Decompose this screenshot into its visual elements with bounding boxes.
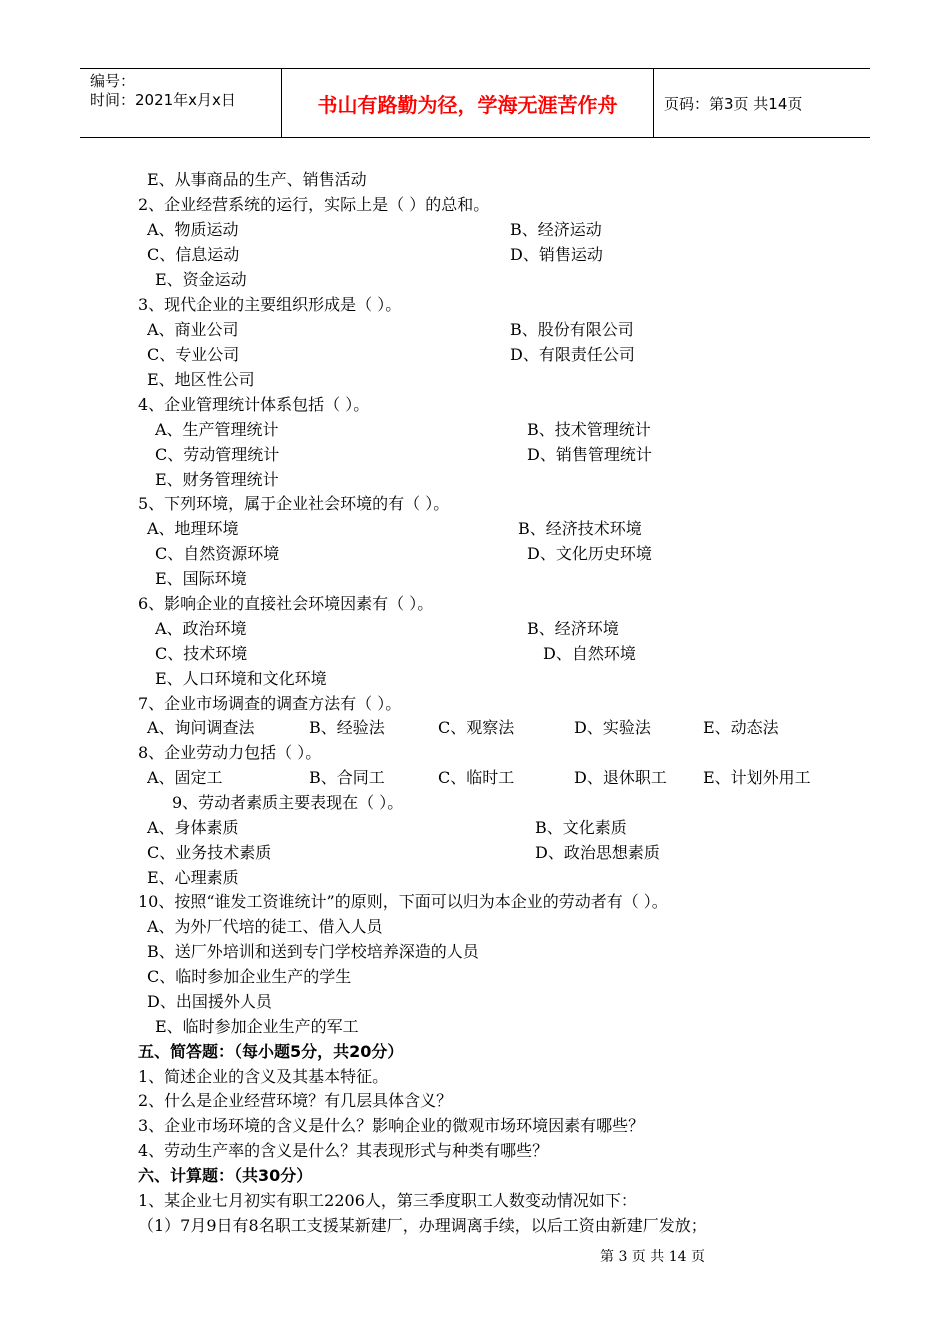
option-line: C、临时工	[438, 768, 515, 787]
option-line: A、物质运动	[147, 220, 239, 239]
question-line: 6、影响企业的直接社会环境因素有（ ）。	[138, 594, 434, 613]
page-header	[80, 68, 870, 138]
option-line: D、销售管理统计	[527, 445, 652, 464]
option-line: D、有限责任公司	[510, 345, 635, 364]
question-line: 2、企业经营系统的运行，实际上是（ ）的总和。	[138, 195, 490, 214]
section-heading: 五、简答题：（每小题5分，共20分）	[138, 1042, 404, 1061]
option-line: D、退休职工	[574, 768, 667, 787]
option-line: D、实验法	[574, 718, 651, 737]
option-line: A、为外厂代培的徒工、借入人员	[147, 917, 383, 936]
option-line: B、技术管理统计	[527, 420, 651, 439]
question-line: 4、企业管理统计体系包括（ ）。	[138, 395, 370, 414]
option-line: B、合同工	[309, 768, 385, 787]
option-line: D、自然环境	[543, 644, 636, 663]
option-line: D、出国援外人员	[147, 992, 272, 1011]
option-line: A、商业公司	[147, 320, 239, 339]
option-line: C、专业公司	[147, 345, 240, 364]
option-line: A、政治环境	[155, 619, 247, 638]
option-line: B、经济技术环境	[518, 519, 642, 538]
option-line: E、财务管理统计	[155, 470, 279, 489]
question-line: 1、简述企业的含义及其基本特征。	[138, 1067, 389, 1086]
option-line: A、固定工	[147, 768, 223, 787]
question-line: 7、企业市场调查的调查方法有（ ）。	[138, 694, 402, 713]
page-footer: 第 3 页 共 14 页	[600, 1249, 705, 1265]
question-line: 10、按照“谁发工资谁统计”的原则，下面可以归为本企业的劳动者有（ ）。	[138, 892, 668, 911]
option-line: C、临时参加企业生产的学生	[147, 967, 352, 986]
option-line: A、地理环境	[147, 519, 239, 538]
option-line: B、经验法	[309, 718, 385, 737]
option-line: E、动态法	[703, 718, 779, 737]
question-line: 4、劳动生产率的含义是什么？其表现形式与种类有哪些？	[138, 1141, 549, 1160]
option-line: B、经济环境	[527, 619, 619, 638]
header-page-number: 页码：第3页 共14页	[664, 94, 803, 113]
question-line: 3、企业市场环境的含义是什么？影响企业的微观市场环境因素有哪些？	[138, 1116, 645, 1135]
document-number: 编号：	[90, 72, 136, 90]
option-line: C、技术环境	[155, 644, 248, 663]
option-line: C、业务技术素质	[147, 843, 272, 862]
question-line: （1）7月9日有8名职工支援某新建厂，办理调离手续，以后工资由新建厂发放；	[138, 1216, 707, 1235]
option-line: E、地区性公司	[147, 370, 255, 389]
option-line: C、劳动管理统计	[155, 445, 280, 464]
question-line: 8、企业劳动力包括（ ）。	[138, 743, 322, 762]
option-line: A、生产管理统计	[155, 420, 279, 439]
option-line: C、信息运动	[147, 245, 240, 264]
option-line: E、临时参加企业生产的军工	[155, 1017, 359, 1036]
option-line: C、观察法	[438, 718, 515, 737]
header-meta	[80, 69, 282, 137]
option-line: D、销售运动	[510, 245, 603, 264]
option-line: A、身体素质	[147, 818, 239, 837]
question-line: 1、某企业七月初实有职工2206人，第三季度职工人数变动情况如下：	[138, 1191, 637, 1210]
option-line: B、经济运动	[510, 220, 602, 239]
document-date: 时间：2021年x月x日	[90, 91, 236, 109]
option-line: D、政治思想素质	[535, 843, 660, 862]
question-line: 2、什么是企业经营环境？有几层具体含义？	[138, 1091, 453, 1110]
question-line: 3、现代企业的主要组织形成是（ ）。	[138, 295, 402, 314]
option-line: C、自然资源环境	[155, 544, 280, 563]
option-line: E、从事商品的生产、销售活动	[147, 170, 367, 189]
option-line: E、计划外用工	[703, 768, 811, 787]
option-line: B、文化素质	[535, 818, 627, 837]
option-line: E、心理素质	[147, 868, 239, 887]
option-line: E、资金运动	[155, 270, 247, 289]
option-line: B、股份有限公司	[510, 320, 634, 339]
option-line: A、询问调查法	[147, 718, 255, 737]
question-line: 9、劳动者素质主要表现在（ ）。	[172, 793, 404, 812]
section-heading: 六、计算题：（共30分）	[138, 1166, 313, 1185]
option-line: E、人口环境和文化环境	[155, 669, 327, 688]
option-line: D、文化历史环境	[527, 544, 652, 563]
header-motto: 书山有路勤为径，学海无涯苦作舟	[282, 69, 654, 137]
option-line: E、国际环境	[155, 569, 247, 588]
option-line: B、送厂外培训和送到专门学校培养深造的人员	[147, 942, 479, 961]
question-line: 5、下列环境，属于企业社会环境的有（ ）。	[138, 494, 450, 513]
